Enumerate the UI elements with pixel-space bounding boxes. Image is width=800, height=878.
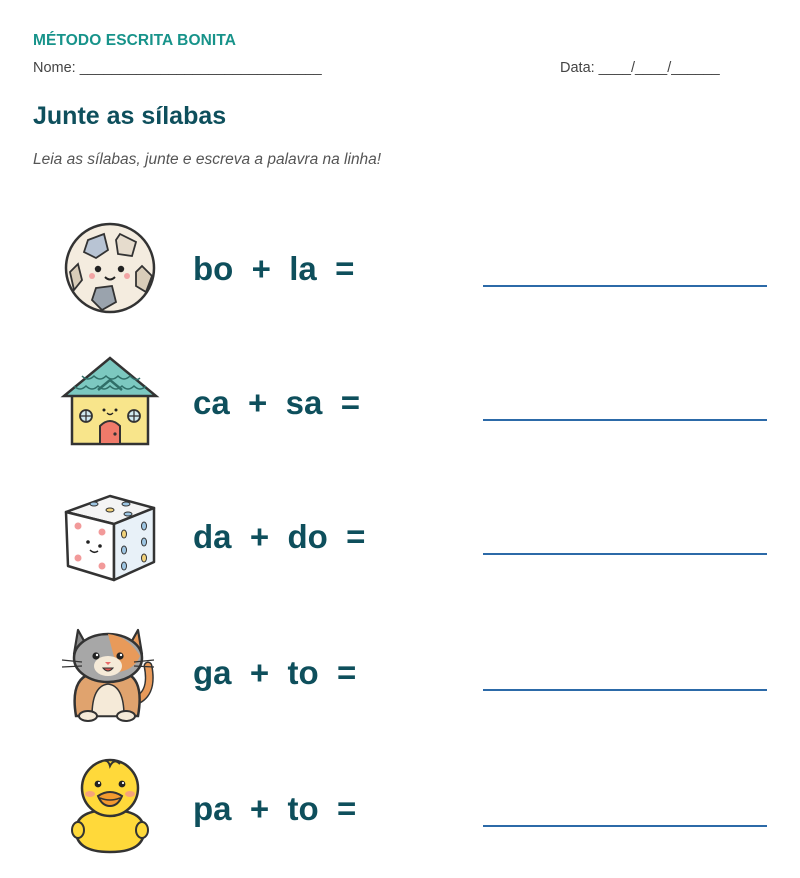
exercise-row-pato <box>0 756 800 866</box>
exercise-row-gato <box>0 620 800 730</box>
answer-line[interactable] <box>483 419 767 421</box>
duck-icon <box>58 756 162 860</box>
soccer-ball-icon <box>58 216 162 320</box>
date-field-label: Data: ____/____/______ <box>560 60 720 76</box>
exercise-row-bola <box>0 216 800 326</box>
syllable-expression: bo + la = <box>193 250 355 287</box>
exercise-row-casa <box>0 350 800 460</box>
answer-line[interactable] <box>483 285 767 287</box>
answer-line[interactable] <box>483 825 767 827</box>
house-icon <box>58 350 162 454</box>
name-field-label: Nome: ______________________________ <box>33 60 322 76</box>
answer-line[interactable] <box>483 689 767 691</box>
answer-line[interactable] <box>483 553 767 555</box>
instructions: Leia as sílabas, junte e escreva a palavra na linha! <box>33 151 382 168</box>
syllable-expression: ga + to = <box>193 654 357 691</box>
exercise-row-dado <box>0 484 800 594</box>
brand-title: MÉTODO ESCRITA BONITA <box>33 32 237 49</box>
syllable-expression: da + do = <box>193 518 366 555</box>
page-title: Junte as sílabas <box>33 102 227 130</box>
dice-icon <box>58 484 162 588</box>
syllable-expression: ca + sa = <box>193 384 360 421</box>
cat-icon <box>58 620 162 724</box>
syllable-expression: pa + to = <box>193 790 357 827</box>
